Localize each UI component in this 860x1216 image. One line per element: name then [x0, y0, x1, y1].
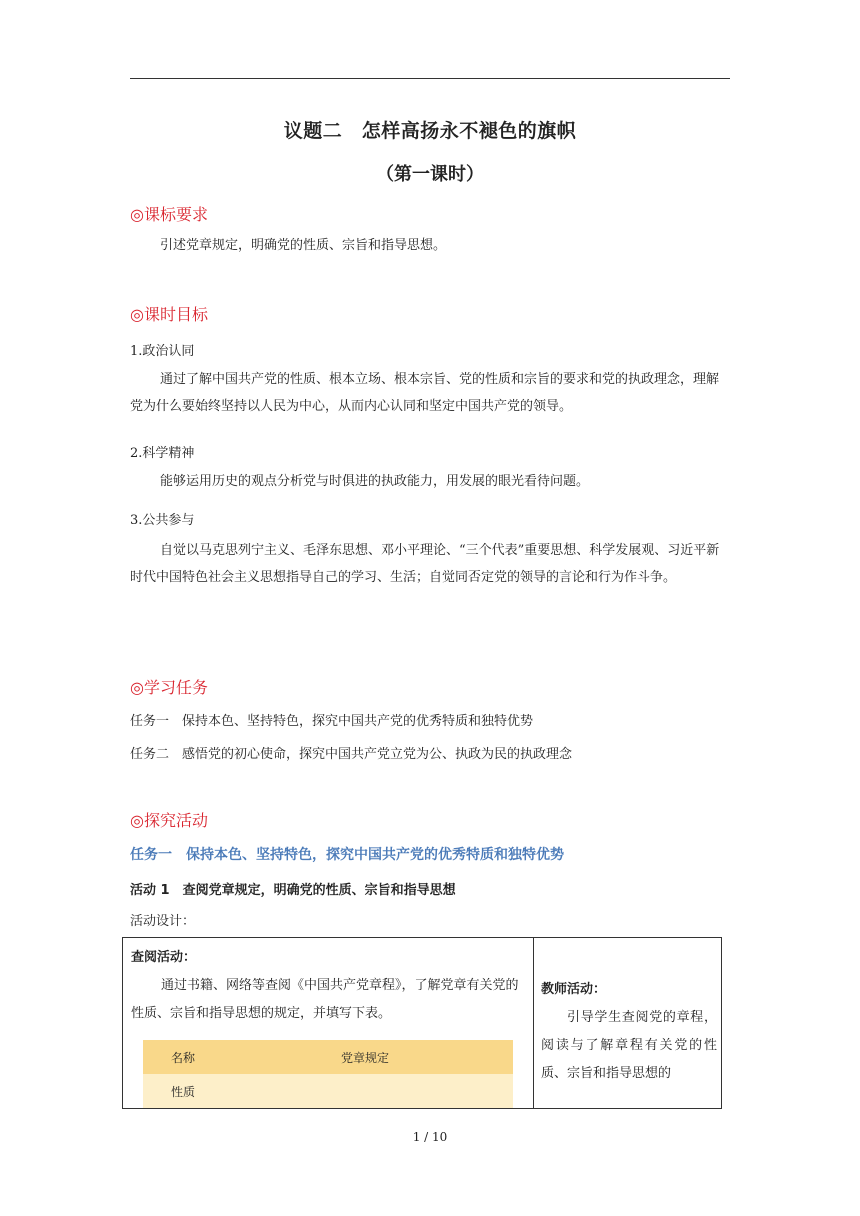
table-header-rule: 党章规定: [341, 1050, 390, 1065]
section-heading-tasks: ◎学习任务: [130, 678, 208, 697]
goal1-title: 1.政治认同: [130, 344, 195, 359]
section-heading-explore: ◎探究活动: [130, 811, 208, 830]
section-heading-goals: ◎课时目标: [130, 305, 208, 324]
goal2-text: 能够运用历史的观点分析党与时俱进的执政能力，用发展的眼光看待问题。: [160, 474, 590, 489]
right-text: 引导学生查阅党的章程，阅读与了解章程有关党的性质、宗旨和指导思想的: [541, 1010, 717, 1081]
left-text: 通过书籍、网络等查阅《中国共产党章程》，了解党章有关党的性质、宗旨和指导思想的规定，并填写下表。: [131, 978, 519, 1021]
page-title: 议题二 怎样高扬永不褪色的旗帜: [283, 120, 577, 142]
activity-design-label: 活动设计：: [130, 914, 196, 929]
header-rule: [130, 78, 730, 79]
page-subtitle: （第一课时）: [376, 164, 484, 185]
activity-box: [122, 937, 722, 1109]
table-header-row: [143, 1040, 513, 1074]
table-header-name: 名称: [171, 1050, 196, 1065]
right-heading: 教师活动：: [541, 982, 607, 997]
activity-title: 活动 1 查阅党章规定，明确党的性质、宗旨和指导思想: [130, 883, 456, 898]
task2: 任务二 感悟党的初心使命，探究中国共产党立党为公、执政为民的执政理念: [130, 747, 573, 762]
section-heading-standard: ◎课标要求: [130, 205, 208, 224]
goal3-text: 自觉以马克思列宁主义、毛泽东思想、邓小平理论、“三个代表”重要思想、科学发展观、习近平新时代中国特色社会主义思想指导自己的学习、生活；自觉同否定党的领导的言论和行为作斗争。: [130, 543, 720, 585]
task1: 任务一 保持本色、坚持特色，探究中国共产党的优秀特质和独特优势: [130, 714, 534, 729]
explore-task-title: 任务一 保持本色、坚持特色，探究中国共产党的优秀特质和独特优势: [130, 847, 564, 863]
goal1-text: 通过了解中国共产党的性质、根本立场、根本宗旨、党的性质和宗旨的要求和党的执政理念，理解党为什么要始终坚持以人民为中心，从而内心认同和坚定中国共产党的领导。: [130, 372, 720, 414]
box-left: [131, 944, 523, 1028]
fill-table: [143, 1040, 513, 1108]
left-heading: 查阅活动：: [131, 950, 197, 965]
page-number: 1 / 10: [412, 1130, 448, 1144]
table-row: [143, 1074, 513, 1108]
table-cell-name: 性质: [171, 1084, 196, 1099]
goal3-title: 3.公共参与: [130, 513, 195, 528]
standard-text: 引述党章规定，明确党的性质、宗旨和指导思想。: [160, 238, 447, 253]
box-divider: [533, 938, 534, 1108]
box-right: [541, 976, 717, 1088]
goal2-title: 2.科学精神: [130, 446, 195, 461]
